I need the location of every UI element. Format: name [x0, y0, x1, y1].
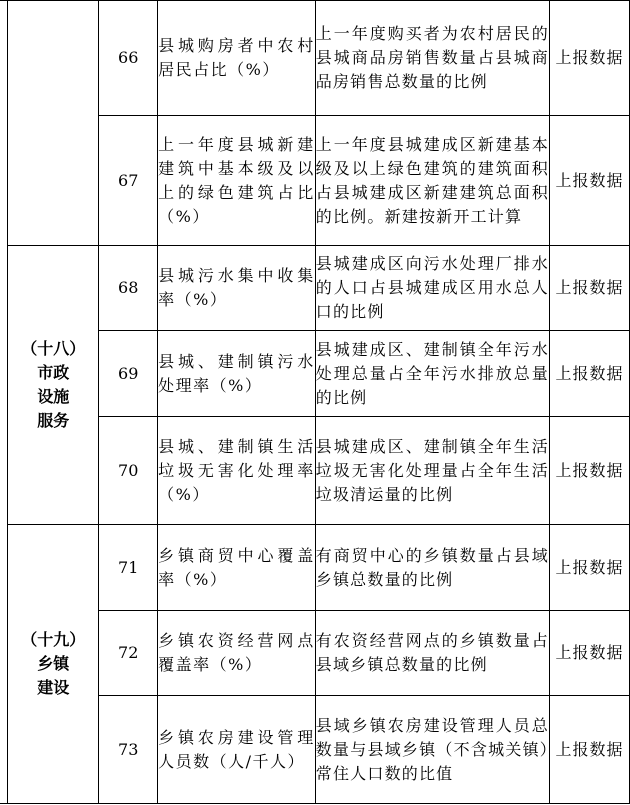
data-source: 上报数据 [550, 331, 630, 417]
table-row [0, 246, 630, 331]
group-label-lines: （十八） 市政 设施 服务 [21, 339, 86, 430]
indicator-definition: 上一年度县城建成区新建基本级及以上绿色建筑的建筑面积占县城建成区新建建筑总面积的比例。新建按新开工计算 [315, 116, 549, 246]
table-row [0, 1, 630, 116]
row-number: 70 [99, 417, 158, 525]
data-source: 上报数据 [550, 417, 630, 525]
data-source: 上报数据 [550, 246, 630, 331]
row-number: 72 [99, 611, 158, 696]
indicator-name: 县城污水集中收集率（%） [158, 246, 316, 331]
indicator-name: 上一年度县城新建建筑中基本级及以上的绿色建筑占比（%） [158, 116, 316, 246]
row-number: 68 [99, 246, 158, 331]
group-cell-continued [8, 1, 99, 246]
indicator-name: 县城、建制镇生活垃圾无害化处理率（%） [158, 417, 316, 525]
indicator-name: 县城购房者中农村居民占比（%） [158, 1, 316, 116]
indicator-definition: 县城建成区、建制镇全年污水处理总量占全年污水排放总量的比例 [315, 331, 549, 417]
indicator-name: 县城、建制镇污水处理率（%） [158, 331, 316, 417]
indicator-name: 乡镇农房建设管理人员数（人/千人） [158, 696, 316, 804]
data-source: 上报数据 [550, 696, 630, 804]
indicator-definition: 上一年度购买者为农村居民的县城商品房销售数量占县城商品房销售总数量的比例 [315, 1, 549, 116]
row-number: 73 [99, 696, 158, 804]
row-number: 67 [99, 116, 158, 246]
group-label-lines: （十九） 乡镇 建设 [21, 630, 86, 697]
indicator-name: 乡镇农资经营网点覆盖率（%） [158, 611, 316, 696]
indicator-definition: 有农资经营网点的乡镇数量占县域乡镇总数量的比例 [315, 611, 549, 696]
row-number: 71 [99, 525, 158, 611]
row-number: 69 [99, 331, 158, 417]
left-margin-cell [0, 1, 8, 804]
indicator-definition: 县城建成区、建制镇全年生活垃圾无害化处理量占全年生活垃圾清运量的比例 [315, 417, 549, 525]
group-label-township [8, 525, 99, 804]
indicator-name: 乡镇商贸中心覆盖率（%） [158, 525, 316, 611]
row-number: 66 [99, 1, 158, 116]
indicator-definition: 有商贸中心的乡镇数量占县域乡镇总数量的比例 [315, 525, 549, 611]
data-source: 上报数据 [550, 611, 630, 696]
table-row [0, 525, 630, 611]
indicator-definition: 县城建成区向污水处理厂排水的人口占县城建成区用水总人口的比例 [315, 246, 549, 331]
data-source: 上报数据 [550, 116, 630, 246]
group-label-municipal [8, 246, 99, 525]
data-source: 上报数据 [550, 1, 630, 116]
data-source: 上报数据 [550, 525, 630, 611]
indicator-definition: 县域乡镇农房建设管理人员总数量与县域乡镇（不含城关镇）常住人口数的比值 [315, 696, 549, 804]
